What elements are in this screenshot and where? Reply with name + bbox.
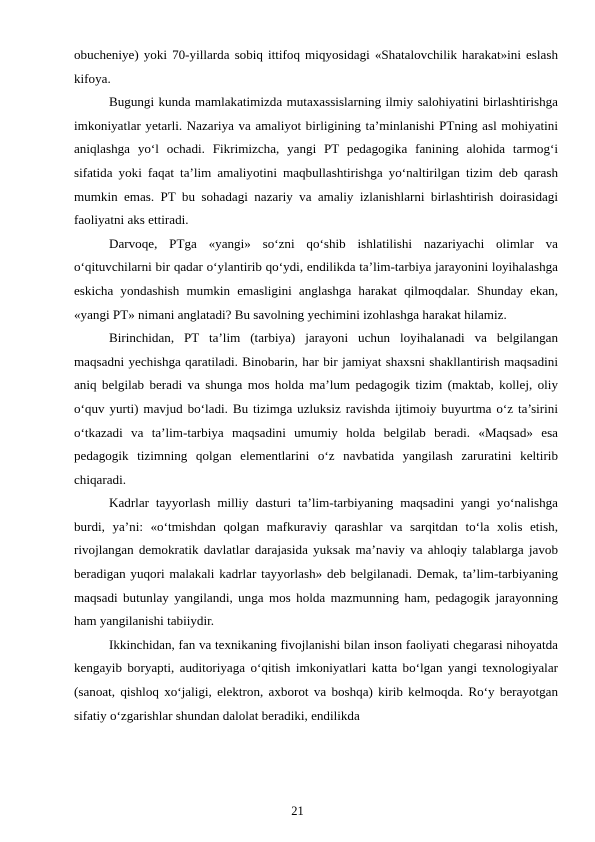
paragraph: Ikkinchidan, fan va texnikaning fivojlanishi bilan inson faoliyati chegarasi nihoyatda kengayib boryapti, auditoriyaga o‘qitish imkoniyatlari katta bo‘lgan yangi texnologiyalar (sanoat, qishloq xo‘jaligi, elektron, axborot va boshqa) kirib kelmoqda. Ro‘y berayotgan sifatiy o‘zgarishlar shundan dalolat beradiki, endilikda <box>74 636 558 723</box>
paragraph: obucheniye) yoki 70-yillarda sobiq ittifoq miqyosidagi «Shatalovchilik harakat»ini eslash kifoya. <box>74 47 558 86</box>
page-number: 21 <box>291 804 304 818</box>
paragraph: Bugungi kunda mamlakatimizda mutaxassislarning ilmiy salohiyatini birlashtirishga imkoniyatlar yetarli. Nazariya va amaliyot birligining ta’minlanishi PTning asl mohiyatini aniqlashga yo‘l ochadi. Fikrimizcha, yangi PT pedagogika fanining alohida tarmog‘i sifatida yoki faqat ta’lim amaliyotini maqbullashtirishga yo‘naltirilgan tizim deb qarash mumkin emas. PT bu sohadagi nazariy va amaliy izlanishlarni birlashtirish doirasidagi faoliyatni aks ettiradi. <box>74 94 558 228</box>
paragraph: Kadrlar tayyorlash milliy dasturi ta’lim-tarbiyaning maqsadini yangi yo‘nalishga burdi, ya’ni: «o‘tmishdan qolgan mafkuraviy qarashlar va sarqitdan to‘la xolis etish, rivojlangan demokratik davlatlar darajasida yuksak ma’naviy va ahloqiy talablarga javob beradigan yuqori malakali kadrlar tayyorlash» deb belgilanadi. Demak, ta’lim-tarbiyaning maqsadi butunlay yangilandi, unga mos holda mazmunning ham, pedagogik jarayonning ham yangilanishi tabiiydir. <box>74 495 558 629</box>
text-body <box>74 43 558 727</box>
paragraph: Birinchidan, PT ta’lim (tarbiya) jarayoni uchun loyihalanadi va belgilangan maqsadni yechishga qaratiladi. Binobarin, har bir jamiyat shaxsni shakllantirish maqsadini aniq belgilab beradi va shunga mos holda ma’lum pedagogik tizim (maktab, kollej, oliy o‘quv yurti) mavjud bo‘ladi. Bu tizimga uzluksiz ravishda ijtimoiy buyurtma o‘z ta’sirini o‘tkazadi va ta’lim-tarbiya maqsadini umumiy holda belgilab beradi. «Maqsad» esa pedagogik tizimning qolgan elementlarini o‘z navbatida yangilash zaruratini keltirib chiqaradi. <box>74 330 558 487</box>
paragraph: Darvoqe, PTga «yangi» so‘zni qo‘shib ishlatilishi nazariyachi olimlar va o‘qituvchilarni bir qadar o‘ylantirib qo‘ydi, endilikda ta’lim-tarbiya jarayonini loyihalashga eskicha yondashish mumkin emasligini anglashga harakat qilmoqdalar. Shunday ekan, «yangi PT» nimani anglatadi? Bu savolning yechimini izohlashga harakat hilamiz. <box>74 235 558 322</box>
